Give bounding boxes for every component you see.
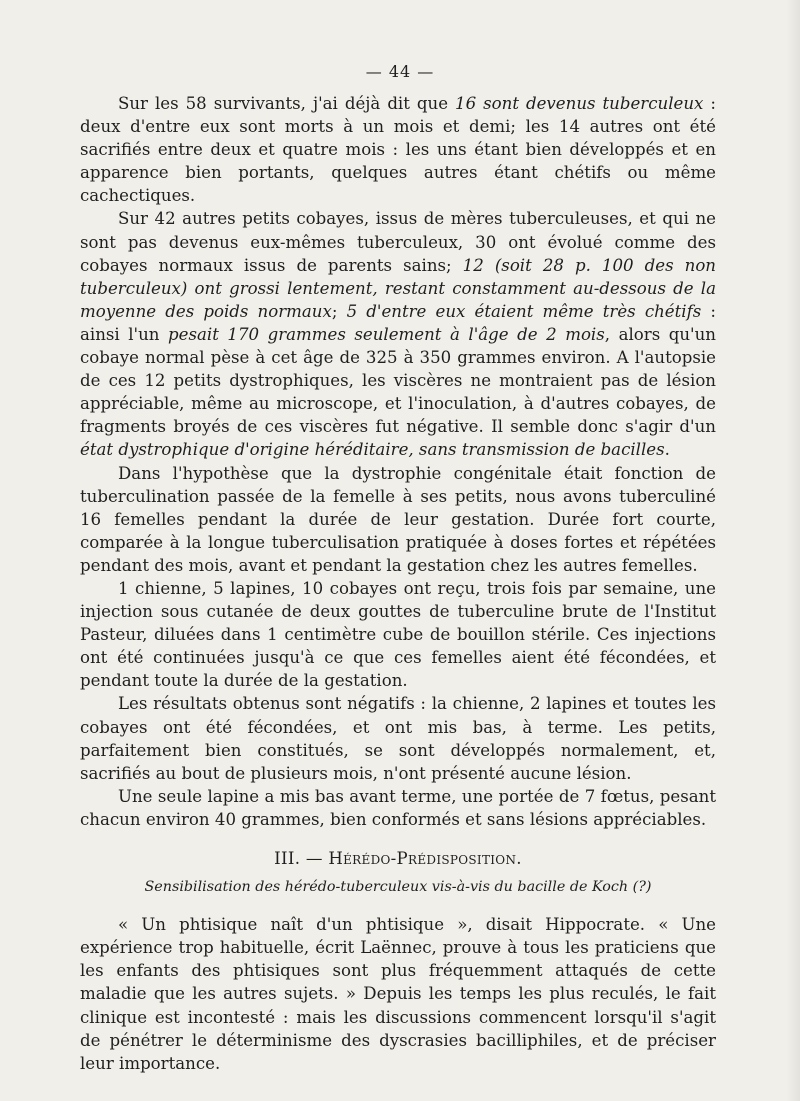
emphasis-text: 5 d'entre eux étaient même très chétifs [346,301,702,321]
section-subheading: Sensibilisation des hérédo-tuberculeux vis-à-vis du bacille de Koch (?) [144,879,652,896]
text-run: . [664,440,670,460]
text-run: : deux d'entre eux sont morts à un mois et demi; les 14 autres ont été sacrifiés entre deux et quatre mois : les uns étant bien développés et en apparence bien portants, quelques autres étant chétifs ou même cachectiques. [80,94,716,206]
paragraph-lapine: Une seule lapine a mis bas avant terme, une portée de 7 fœtus, pesant chacun environ 40 grammes, bien conformés et sans lésions appréciables. [80,786,716,829]
page-body [80,92,716,1075]
emphasis-text: pesait 170 grammes seulement à l'âge de 2 mois [168,324,605,344]
text-run: ; [331,301,347,321]
text-run: Sur les 58 survivants, j'ai déjà dit que [118,94,456,113]
paragraph-cobayes [80,207,716,461]
emphasis-text: 12 (soit 28 p. 100 des non tuberculeux) ont grossi lentement, restant constamment au-dessous de la moyenne des poids normaux [80,255,716,321]
text-run: , alors qu'un cobaye normal pèse à cet âge de 325 à 350 grammes environ. A l'autopsie de ces 12 petits dystrophiques, les viscères ne montraient pas de lésion appréciable, même au microscope, et l'inoculation, à d'autres cobayes, de fragments broyés de ces viscères fut négative. Il semble donc s'agir d'un [80,324,716,437]
paragraph-resultats: Les résultats obtenus sont négatifs : la chienne, 2 lapines et toutes les cobayes ont été fécondées, et ont mis bas, à terme. Les petits, parfaitement bien constitués, se sont développés normalement, et, sacrifiés au bout de plusieurs mois, n'ont présenté aucune lésion. [80,694,716,783]
paragraph-injections: 1 chienne, 5 lapines, 10 cobayes ont reçu, trois fois par semaine, une injection sous cutanée de deux gouttes de tuberculine brute de l'Institut Pasteur, diluées dans 1 centimètre cube de bouillon stérile. Ces injections ont été continuées jusqu'à ce que ces femelles aient été fécondées, et pendant toute la durée de la gestation. [80,578,716,691]
paragraph-hippocrate: « Un phtisique naît d'un phtisique », disait Hippocrate. « Une expérience trop habituelle, écrit Laënnec, prouve à tous les praticiens que les enfants des phtisiques sont plus fréquemment attaqués de cette maladie que les autres sujets. » Depuis les temps les plus reculés, le fait clinique est incontesté : mais les discussions commencent lorsqu'il s'agit de pénétrer le déterminisme des dyscrasies bacilliphiles, et de préciser leur importance. [80,915,716,1073]
text-run: Sur 42 autres petits cobayes, issus de mères tuberculeuses, et qui ne sont pas devenus eux-mêmes tuberculeux, 30 ont évolué comme des cobayes normaux issus de parents sains; [80,209,716,275]
emphasis-text: 16 sont devenus tuberculeux [455,94,704,113]
page-edge-shadow [786,0,800,1101]
text-run: : ainsi l'un [80,301,716,344]
emphasis-text: état dystrophique d'origine héréditaire, sans transmission de bacilles [80,440,665,460]
paragraph-survivants [80,92,716,207]
page-number: — 44 — [365,62,435,81]
paragraph-hypothese: Dans l'hypothèse que la dystrophie congénitale était fonction de tuberculination passée de la femelle à ses petits, nous avons tuberculiné 16 femelles pendant la durée de leur gestation. Durée fort courte, comparée à la longue tuberculisation pratiquée à doses fortes et répétées pendant des mois, avant et pendant la gestation chez les autres femelles. [80,463,716,575]
section-heading: III. — Hérédo-Prédisposition. [274,849,522,868]
